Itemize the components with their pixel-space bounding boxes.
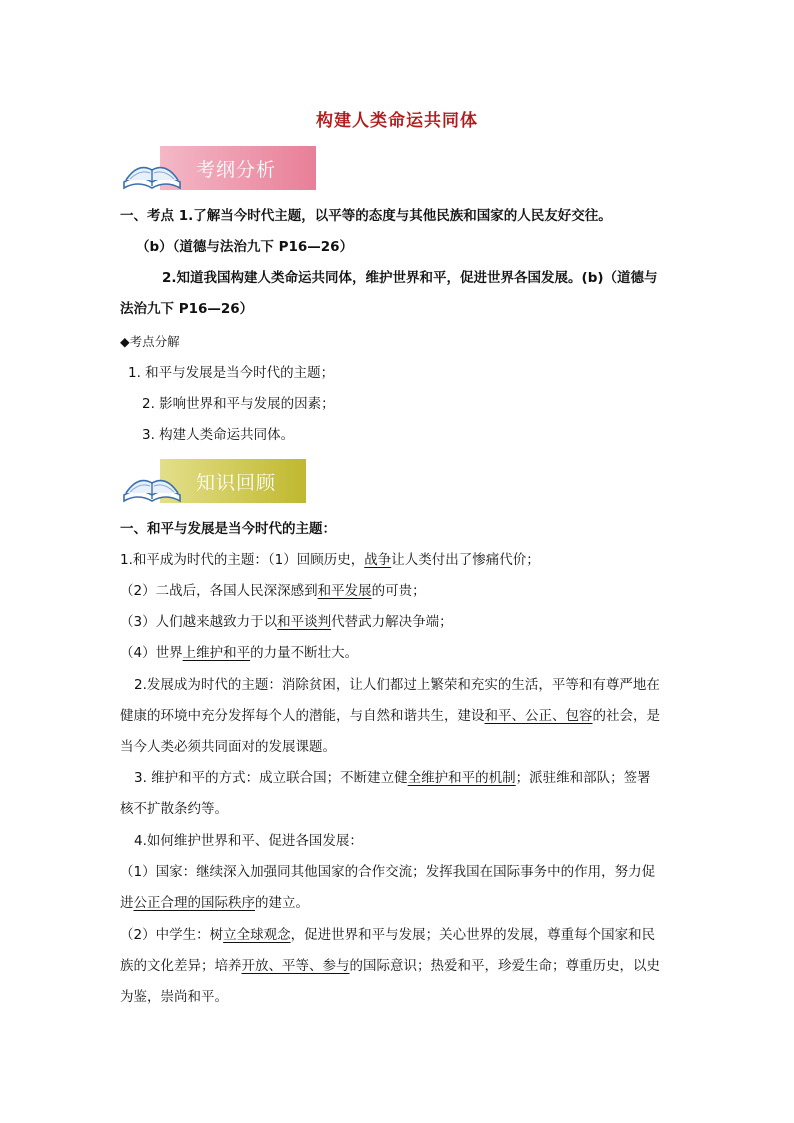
underlined-keyword: 和平、公正、包容: [484, 708, 593, 724]
underlined-keyword: 开放、平等、参与: [241, 958, 350, 974]
review-para-5-line-3: 当今人类必须共同面对的发展课题。: [120, 739, 336, 755]
text: 的国际意识；热爱和平，珍爱生命；尊重历史，以史: [349, 958, 660, 974]
text: （4）世界: [120, 645, 183, 661]
text: 的可贵；: [371, 583, 426, 599]
breakdown-item-2: 2. 影响世界和平与发展的因素；: [142, 396, 335, 412]
exam-point-1: 一、考点 1.了解当今时代主题，以平等的态度与其他民族和国家的人民友好交往。: [120, 208, 612, 224]
underlined-keyword: 和平发展: [317, 583, 372, 599]
underlined-keyword: 上维护和平: [182, 645, 251, 661]
banner-label: 考纲分析: [196, 159, 277, 181]
review-para-9-line-3: 为鉴，崇尚和平。: [120, 989, 228, 1005]
text: ，促进世界和平与发展；关心世界的发展，尊重每个国家和民: [290, 927, 656, 943]
exam-point-1-reference: （b）（道德与法治九下 P16—26）: [136, 239, 354, 255]
review-para-6-line-1: [134, 768, 651, 788]
breakdown-item-3: 3. 构建人类命运共同体。: [142, 427, 295, 443]
text: （2）中学生：树: [120, 927, 224, 943]
banner-label: 知识回顾: [196, 472, 277, 494]
text: 1.和平成为时代的主题：（1）回顾历史，: [120, 552, 365, 568]
text: 代替武力解决争端；: [331, 614, 453, 630]
review-heading: 一、和平与发展是当今时代的主题：: [120, 521, 336, 537]
review-para-9-line-1: [120, 925, 655, 945]
document-title: 构建人类命运共同体: [316, 111, 478, 131]
underlined-keyword: 公正合理的国际秩序: [133, 895, 255, 911]
text: 的建立。: [255, 895, 309, 911]
breakdown-title: ◆考点分解: [120, 334, 180, 349]
breakdown-item-1: 1. 和平与发展是当今时代的主题；: [128, 365, 335, 381]
text: 的力量不断壮大。: [250, 645, 359, 661]
review-para-8-line-2: [120, 893, 309, 913]
review-para-9-line-2: [120, 956, 660, 976]
text: （3）人们越来越致力于以: [120, 614, 278, 630]
exam-point-2-reference: 法治九下 P16—26）: [120, 301, 254, 317]
underlined-keyword: 全维护和平的机制: [407, 770, 516, 786]
review-para-2: [120, 581, 426, 601]
review-para-6-line-2: 核不扩散条约等。: [120, 801, 228, 817]
review-para-3: [120, 612, 453, 632]
open-book-icon: [120, 465, 184, 505]
review-para-5-line-1: 2.发展成为时代的主题：消除贫困，让人们都过上繁荣和充实的生活，平等和有尊严地在: [134, 677, 660, 693]
review-para-7: 4.如何维护世界和平、促进各国发展：: [134, 833, 363, 849]
open-book-icon: [120, 152, 184, 192]
text: ；派驻维和部队；签署: [515, 770, 651, 786]
text: 让人类付出了惨痛代价；: [391, 552, 540, 568]
text: 的社会，是: [592, 708, 660, 724]
text: 健康的环境中充分发挥每个人的潜能，与自然和谐共生，建设: [120, 708, 485, 724]
review-para-4: [120, 643, 358, 663]
review-para-1: [120, 550, 540, 570]
underlined-keyword: 战争: [364, 552, 392, 568]
section-banner-knowledge-review: [120, 459, 306, 503]
text: 3. 维护和平的方式：成立联合国；不断建立健: [134, 770, 408, 786]
review-para-8-line-1: （1）国家：继续深入加强同其他国家的合作交流；发挥我国在国际事务中的作用，努力促: [120, 864, 656, 880]
text: 进: [120, 895, 134, 911]
review-para-5-line-2: [120, 706, 660, 726]
text: 族的文化差异；培养: [120, 958, 242, 974]
underlined-keyword: 和平谈判: [277, 614, 332, 630]
text: （2）二战后，各国人民深深感到: [120, 583, 318, 599]
exam-point-2: 2.知道我国构建人类命运共同体，维护世界和平，促进世界各国发展。(b)（道德与: [162, 270, 658, 286]
underlined-keyword: 立全球观念: [223, 927, 291, 943]
section-banner-exam-analysis: [120, 146, 316, 190]
